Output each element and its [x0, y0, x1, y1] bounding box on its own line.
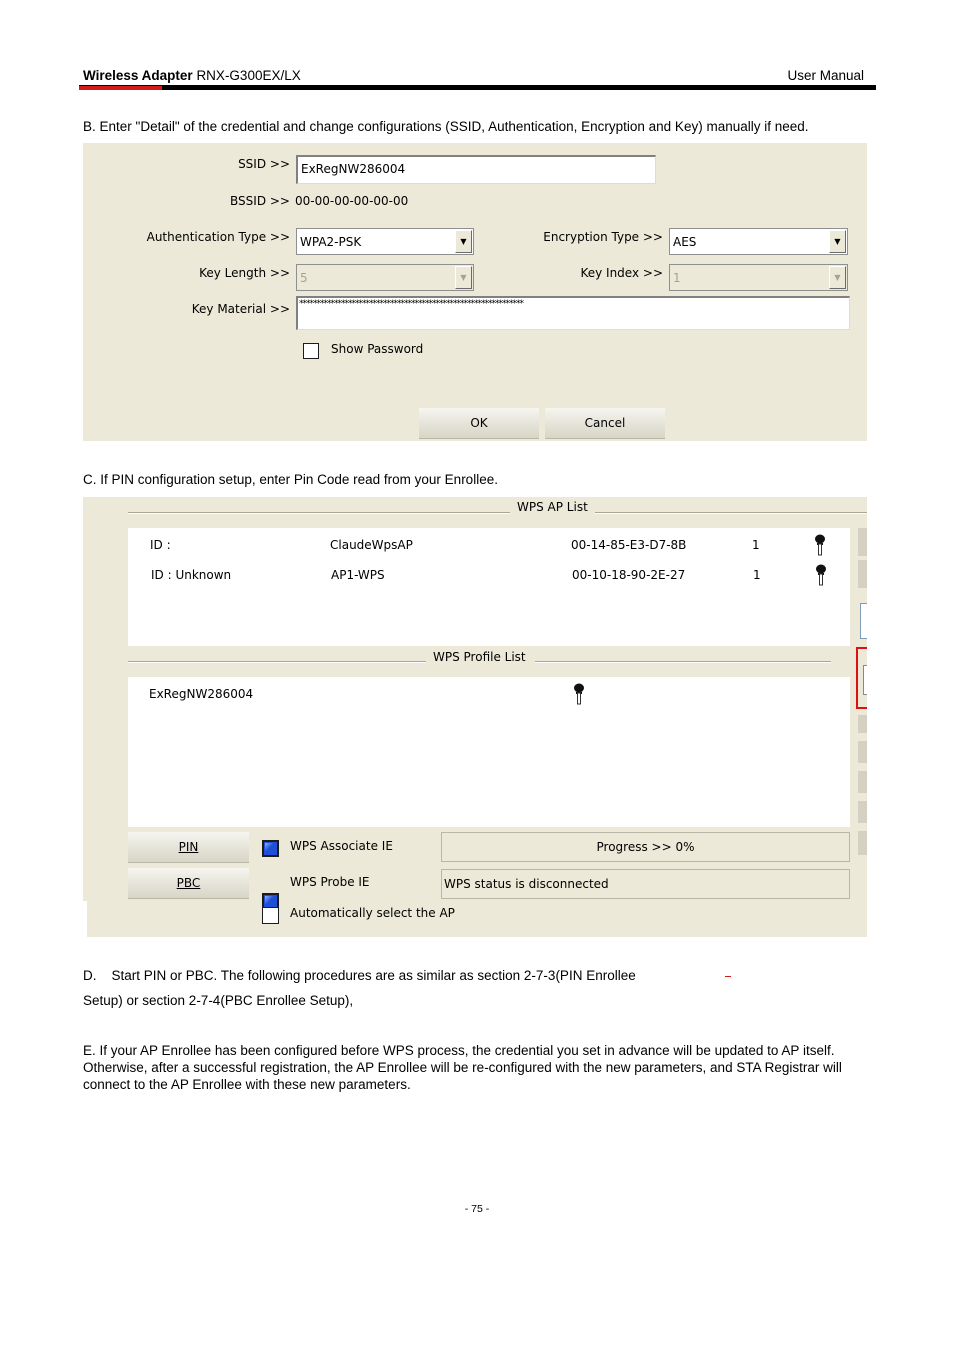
section-e-text: E. If your AP Enrollee has been configured before WPS process, the credential you set in advance will be updated to AP itself. Otherwise, after a successful registration, the AP Enrollee will be re-configured with the new parameters, and STA Registrar will connect to the AP Enrollee with these new parameters. — [83, 1043, 842, 1092]
side-button[interactable] — [858, 831, 867, 855]
ap-mac: 00-10-18-90-2E-27 — [572, 568, 686, 582]
chevron-down-icon[interactable]: ▼ — [455, 230, 472, 253]
wps-ap-list — [128, 528, 850, 646]
show-password-label: Show Password — [331, 342, 424, 356]
red-mark — [725, 976, 731, 977]
credential-dialog — [83, 143, 867, 441]
side-field[interactable] — [863, 665, 867, 695]
key-length-select[interactable] — [296, 264, 474, 291]
cancel-button[interactable]: Cancel — [545, 408, 665, 439]
chevron-down-icon[interactable]: ▼ — [455, 266, 472, 289]
pin-button[interactable]: PIN — [128, 832, 249, 863]
ap-name: ClaudeWpsAP — [330, 538, 413, 552]
table-row[interactable] — [128, 564, 850, 590]
bssid-label: BSSID >> — [230, 194, 290, 208]
key-icon — [814, 534, 826, 556]
key-material-value: **************************************************************** — [299, 299, 523, 309]
auth-type-value: WPA2-PSK — [300, 235, 362, 249]
auth-type-select[interactable] — [296, 228, 474, 255]
side-button[interactable] — [858, 801, 867, 823]
key-index-label: Key Index >> — [580, 266, 663, 280]
wps-panel — [83, 497, 867, 937]
panel-edge — [83, 901, 87, 937]
ap-num: 1 — [753, 568, 761, 582]
ssid-value: ExRegNW286004 — [301, 162, 406, 176]
page-number: - 75 - — [464, 1203, 490, 1215]
enc-type-value: AES — [673, 235, 697, 249]
side-button[interactable] — [858, 528, 867, 556]
key-icon — [573, 683, 585, 705]
auth-type-label: Authentication Type >> — [146, 230, 290, 244]
side-field[interactable] — [860, 603, 867, 639]
wps-probe-ie-label: WPS Probe IE — [290, 875, 370, 889]
key-length-value: 5 — [300, 271, 308, 285]
auto-select-ap-checkbox[interactable] — [262, 907, 279, 924]
key-index-select[interactable] — [669, 264, 848, 291]
bssid-value: 00-00-00-00-00-00 — [295, 194, 409, 208]
key-index-value: 1 — [673, 271, 681, 285]
wps-associate-ie-label: WPS Associate IE — [290, 839, 393, 853]
enc-type-label: Encryption Type >> — [543, 230, 663, 244]
ssid-input[interactable] — [296, 155, 656, 184]
header-product — [83, 68, 301, 83]
side-button[interactable] — [858, 741, 867, 763]
ap-id: ID : — [150, 538, 171, 552]
key-icon — [815, 564, 827, 586]
ssid-label: SSID >> — [238, 157, 290, 171]
key-length-label: Key Length >> — [199, 266, 290, 280]
side-button[interactable] — [858, 771, 867, 793]
progress-text: Progress >> 0% — [596, 840, 695, 854]
status-box — [441, 869, 850, 899]
pbc-button[interactable]: PBC — [128, 868, 249, 899]
divider — [595, 512, 867, 514]
key-material-label: Key Material >> — [191, 302, 290, 316]
section-b-text: B. Enter "Detail" of the credential and change configurations (SSID, Authentication, Encryption and Key) manually if need. — [83, 119, 809, 134]
section-d-line2: Setup) or section 2-7-4(PBC Enrollee Setup), — [83, 993, 354, 1008]
wps-profile-list-title: WPS Profile List — [433, 650, 526, 664]
side-button[interactable] — [858, 715, 867, 733]
auto-select-ap-label: Automatically select the AP — [290, 906, 455, 920]
ap-mac: 00-14-85-E3-D7-8B — [571, 538, 687, 552]
section-d-line1: D. Start PIN or PBC. The following procedures are as similar as section 2-7-3(PIN Enrollee — [83, 968, 636, 983]
wps-profile-list — [128, 677, 850, 827]
header-product-bold: Wireless Adapter — [83, 68, 193, 83]
ap-name: AP1-WPS — [331, 568, 385, 582]
table-row[interactable] — [128, 534, 850, 560]
status-text: WPS status is disconnected — [444, 877, 609, 891]
chevron-down-icon[interactable]: ▼ — [829, 230, 846, 253]
wps-associate-ie-checkbox[interactable] — [262, 840, 279, 857]
show-password-checkbox[interactable] — [303, 343, 319, 359]
divider — [128, 661, 426, 663]
key-material-input[interactable] — [296, 296, 850, 330]
wps-ap-list-title: WPS AP List — [517, 500, 588, 514]
header-doc-type: User Manual — [787, 68, 864, 83]
enc-type-select[interactable] — [669, 228, 848, 255]
section-c-text: C. If PIN configuration setup, enter Pin Code read from your Enrollee. — [83, 472, 498, 487]
header-product-model: RNX-G300EX/LX — [196, 68, 301, 83]
divider — [128, 512, 510, 514]
profile-name: ExRegNW286004 — [149, 687, 254, 701]
ok-button[interactable]: OK — [419, 408, 539, 439]
list-item[interactable] — [128, 683, 850, 709]
chevron-down-icon[interactable]: ▼ — [829, 266, 846, 289]
ap-num: 1 — [752, 538, 760, 552]
progress-box — [441, 832, 850, 862]
ap-id: ID : Unknown — [151, 568, 232, 582]
side-button[interactable] — [858, 560, 867, 588]
divider — [535, 661, 831, 663]
header-rule-accent — [79, 86, 162, 90]
header-rule — [79, 85, 876, 90]
